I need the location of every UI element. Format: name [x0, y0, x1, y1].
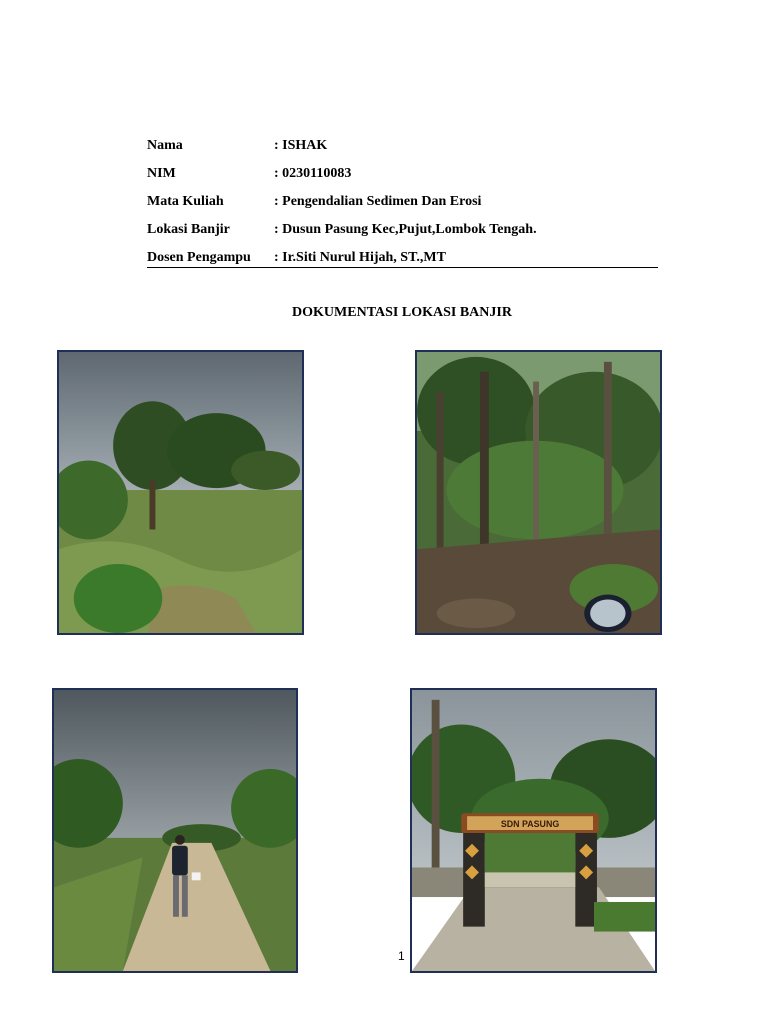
info-row-nim: [147, 160, 658, 188]
photo-forest-palms: [415, 350, 662, 635]
info-label: Nama: [147, 138, 183, 153]
info-value: : Pengendalian Sedimen Dan Erosi: [274, 194, 482, 209]
photo-field-trees: [57, 350, 304, 635]
page-number: 1: [398, 949, 405, 963]
info-value: : Ir.Siti Nurul Hijah, ST.,MT: [274, 250, 446, 265]
student-info-table: [147, 132, 658, 272]
info-value: : 0230110083: [274, 166, 352, 181]
info-label: Lokasi Banjir: [147, 222, 230, 237]
section-title: DOKUMENTASI LOKASI BANJIR: [292, 305, 512, 320]
info-row-lokasi-banjir: [147, 216, 658, 244]
info-label: NIM: [147, 166, 176, 181]
info-label: Dosen Pengampu: [147, 250, 251, 265]
info-underline: [147, 267, 658, 268]
photo-dirt-road-person: [52, 688, 298, 973]
info-value: : ISHAK: [274, 138, 328, 153]
info-row-mata-kuliah: [147, 188, 658, 216]
info-value: : Dusun Pasung Kec,Pujut,Lombok Tengah.: [274, 222, 537, 237]
gate-sign-text: SDN PASUNG: [500, 819, 560, 830]
info-row-nama: [147, 132, 658, 160]
photo-school-gate: [410, 688, 657, 973]
info-label: Mata Kuliah: [147, 194, 224, 209]
